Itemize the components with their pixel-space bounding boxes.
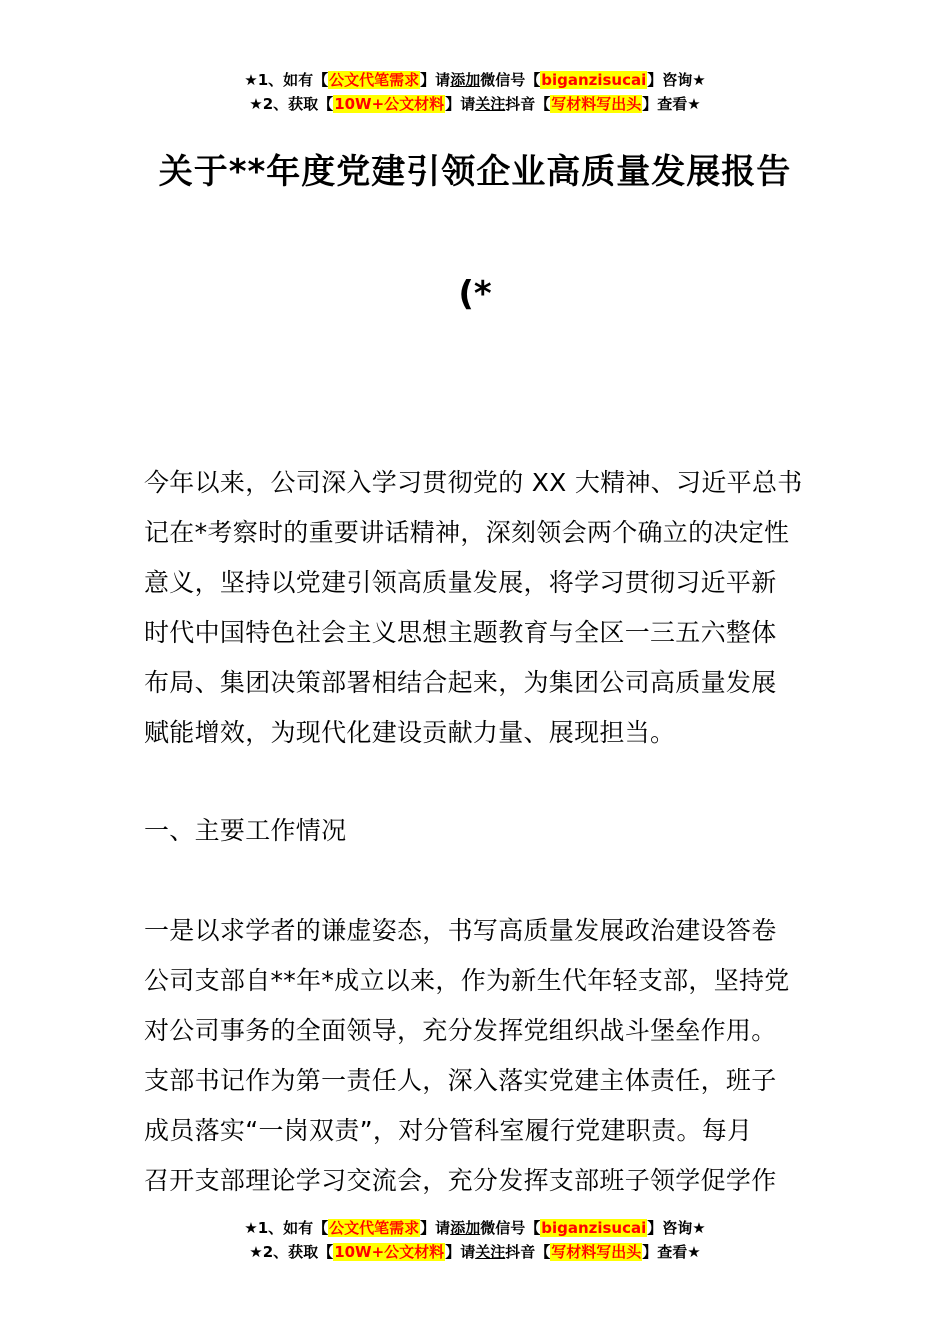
banner-line-2 [0,92,950,116]
banner-text: 微信号【 [480,71,541,89]
text-line: 赋能增效，为现代化建设贡献力量、展现担当。 [144,718,676,747]
banner-line-1 [0,1216,950,1240]
banner-text: 抖音【 [505,1243,551,1261]
banner-underline: 关注 [475,1243,506,1261]
banner-underline: 添加 [450,1219,481,1237]
text-line: 成员落实“一岗双责”，对分管科室履行党建职责。每月 [144,1116,753,1145]
banner-underline: 关注 [475,95,506,113]
text-line: 一是以求学者的谦虚姿态，书写高质量发展政治建设答卷 [144,916,777,945]
banner-text: 微信号【 [480,1219,541,1237]
banner-text: ★2、获取【 [249,1243,334,1261]
text-line: 时代中国特色社会主义思想主题教育与全区一三五六整体 [144,618,777,647]
banner-text: 】咨询★ [647,71,706,89]
banner-douyin-id: 写材料写出头 [551,95,642,113]
banner-highlight: 10W+公文材料 [334,1243,445,1261]
document-subtitle: (* [458,274,492,314]
banner-text: 】查看★ [642,95,701,113]
document-title: 关于**年度党建引领企业高质量发展报告 [158,152,792,192]
text-line: 布局、集团决策部署相结合起来，为集团公司高质量发展 [144,668,777,697]
paragraph-intro [144,458,808,758]
banner-wechat-id: biganzisucai [541,1219,647,1237]
paragraph-section1 [144,906,808,1206]
text-line: 支部书记作为第一责任人，深入落实党建主体责任，班子 [144,1066,777,1095]
top-banner [0,68,950,116]
section-heading: 一、主要工作情况 [144,816,347,845]
banner-highlight: 公文代笔需求 [329,71,420,89]
banner-text: ★1、如有【 [244,71,329,89]
banner-line-1 [0,68,950,92]
banner-text: 】请 [445,1243,476,1261]
banner-highlight: 10W+公文材料 [334,95,445,113]
text-line: 对公司事务的全面领导，充分发挥党组织战斗堡垒作用。 [144,1016,777,1045]
text-line: 记在*考察时的重要讲话精神，深刻领会两个确立的决定性 [144,518,790,547]
banner-text: 】请 [445,95,476,113]
banner-line-2 [0,1240,950,1264]
text-line: 召开支部理论学习交流会，充分发挥支部班子领学促学作 [144,1166,777,1195]
banner-douyin-id: 写材料写出头 [551,1243,642,1261]
banner-text: 】请 [420,1219,451,1237]
banner-text: 】请 [420,71,451,89]
banner-text: 】咨询★ [647,1219,706,1237]
banner-text: ★2、获取【 [249,95,334,113]
banner-underline: 添加 [450,71,481,89]
banner-highlight: 公文代笔需求 [329,1219,420,1237]
bottom-banner [0,1216,950,1264]
banner-text: 】查看★ [642,1243,701,1261]
banner-wechat-id: biganzisucai [541,71,647,89]
text-line: 公司支部自**年*成立以来，作为新生代年轻支部，坚持党 [144,966,790,995]
text-line: 意义，坚持以党建引领高质量发展，将学习贯彻习近平新 [144,568,777,597]
banner-text: ★1、如有【 [244,1219,329,1237]
banner-text: 抖音【 [505,95,551,113]
text-line: 今年以来，公司深入学习贯彻党的 XX 大精神、习近平总书 [144,468,803,497]
